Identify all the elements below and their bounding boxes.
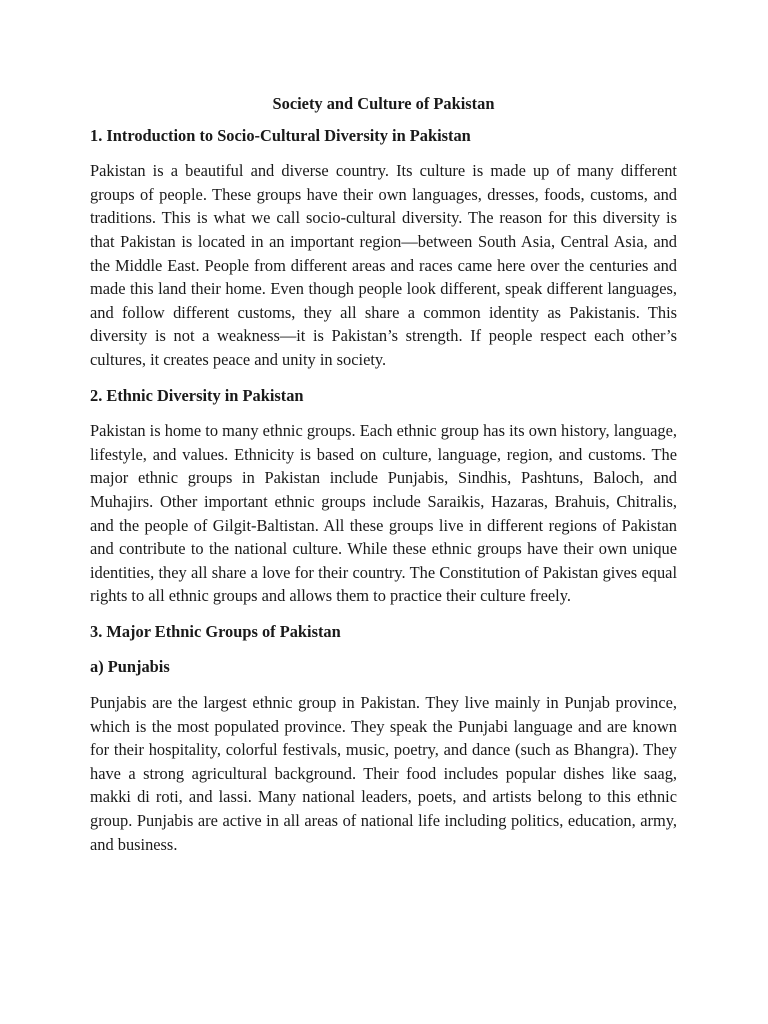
section-heading-introduction: 1. Introduction to Socio-Cultural Diversity in Pakistan	[90, 125, 471, 145]
section-heading-ethnic-diversity: 2. Ethnic Diversity in Pakistan	[90, 385, 304, 405]
subheading-punjabis: a) Punjabis	[90, 657, 170, 677]
paragraph-ethnic-diversity: Pakistan is home to many ethnic groups. Each ethnic group has its own history, language, lifestyle, and values. Ethnicity is based on culture, language, region, and customs. The major ethnic groups in Pakistan include Punjabis, Sindhis, Pashtuns, Baloch, and Muhajirs. Other important ethnic groups include Saraikis, Hazaras, Brahuis, Chitralis, and the people of Gilgit-Baltistan. All these groups live in different regions of Pakistan and contribute to the national culture. While these ethnic groups have their own unique identities, they all share a love for their country. The Constitution of Pakistan gives equal rights to all ethnic groups and allows them to practice their culture freely.	[90, 421, 677, 606]
document-page	[90, 92, 677, 868]
document-title: Society and Culture of Pakistan	[272, 94, 495, 113]
section-heading-major-ethnic-groups: 3. Major Ethnic Groups of Pakistan	[90, 621, 341, 641]
paragraph-introduction: Pakistan is a beautiful and diverse country. Its culture is made up of many different groups of people. These groups have their own languages, dresses, foods, customs, and traditions. This is what we call socio-cultural diversity. The reason for this diversity is that Pakistan is located in an important region—between South Asia, Central Asia, and the Middle East. People from different areas and races came here over the centuries and made this land their home. Even though people look different, speak different languages, and follow different customs, they all share a common identity as Pakistanis. This diversity is not a weakness—it is Pakistan’s strength. If people respect each other’s cultures, it creates peace and unity in society.	[90, 161, 677, 369]
paragraph-punjabis: Punjabis are the largest ethnic group in Pakistan. They live mainly in Punjab province, which is the most populated province. They speak the Punjabi language and are known for their hospitality, colorful festivals, music, poetry, and dance (such as Bhangra). They have a strong agricultural background. Their food includes popular dishes like saag, makki di roti, and lassi. Many national leaders, poets, and artists belong to this ethnic group. Punjabis are active in all areas of national life including politics, education, army, and business.	[90, 693, 677, 854]
